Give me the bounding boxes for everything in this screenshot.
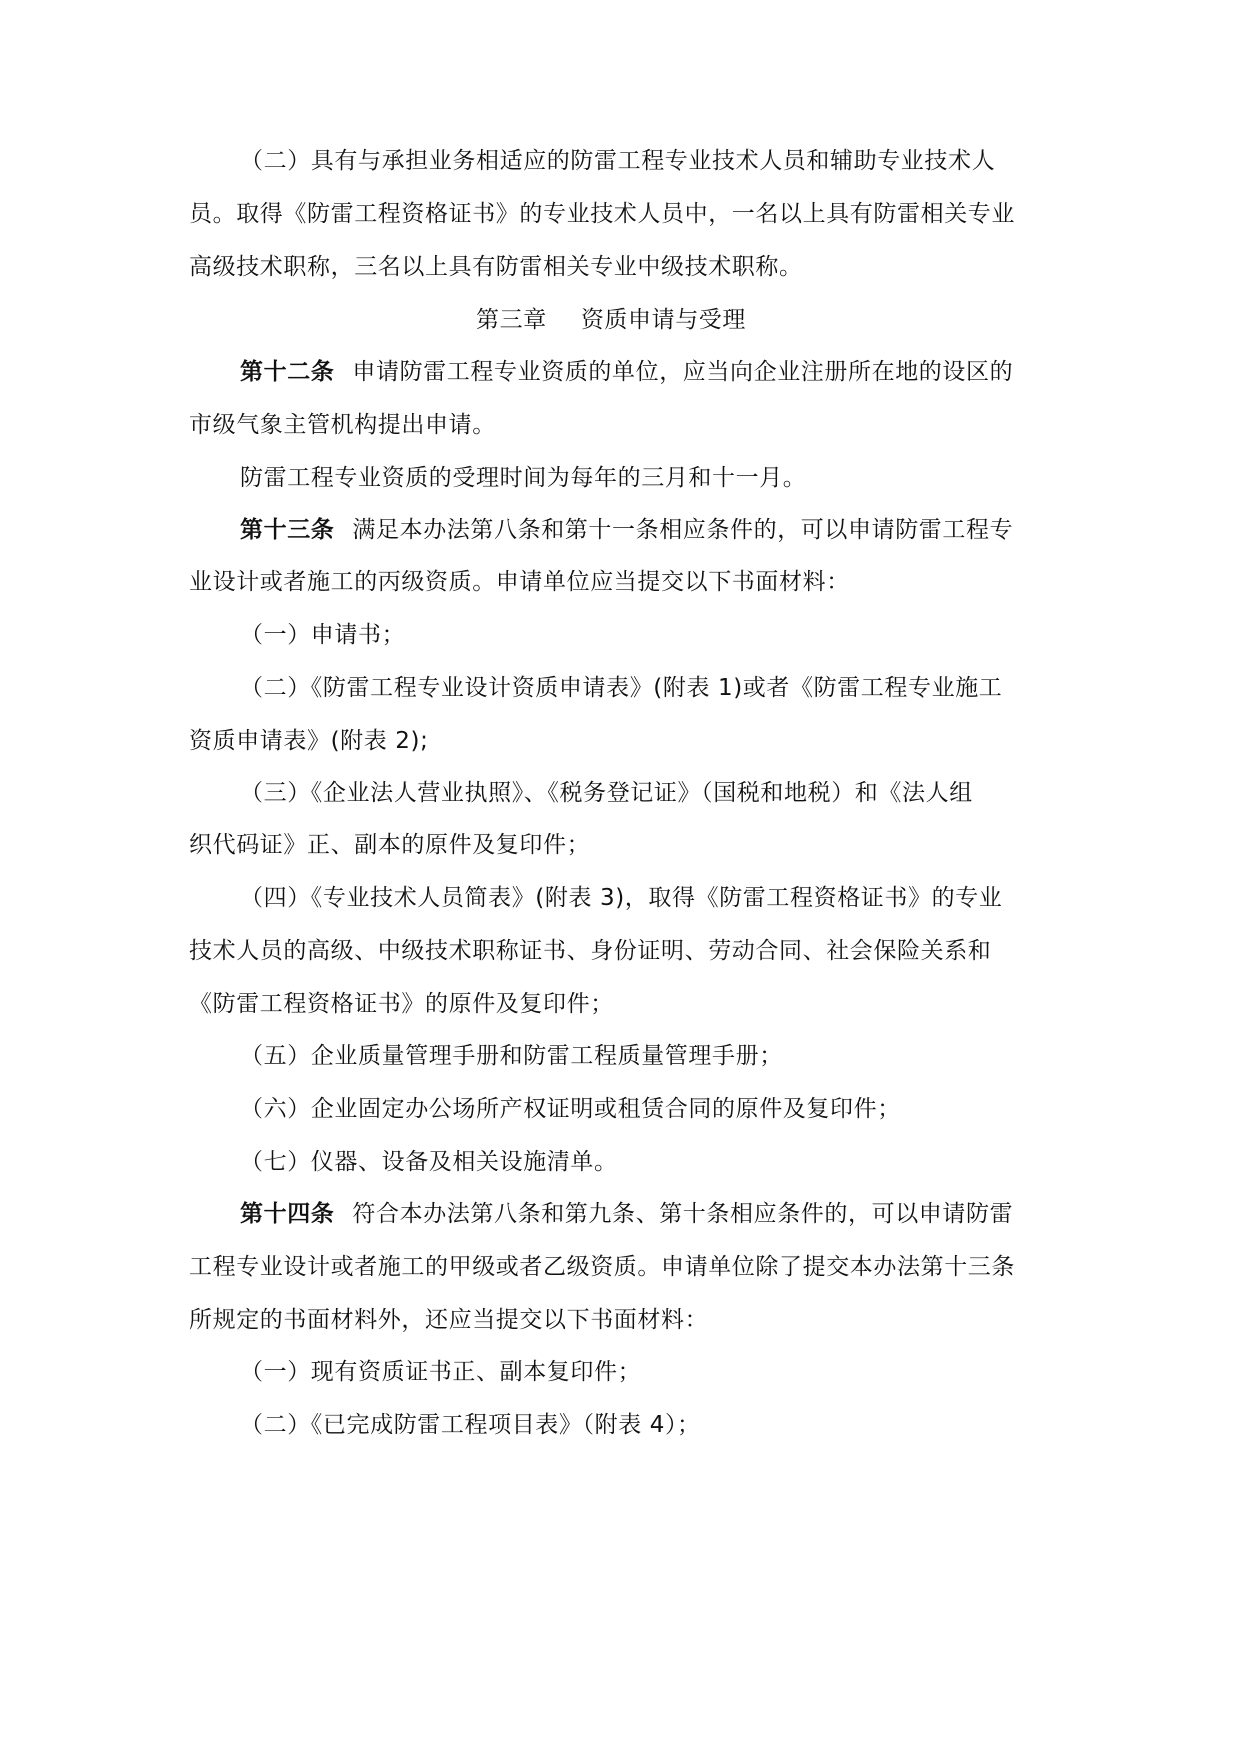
list-item: [240, 1357, 641, 1387]
paragraph-line: [189, 1305, 708, 1335]
article-number: 第十四条: [240, 1201, 335, 1227]
chapter-title: 资质申请与受理: [580, 307, 747, 333]
line-text: （二）《已完成防雷工程项目表》（附表 4）；: [240, 1412, 701, 1438]
line-text: （二）具有与承担业务相适应的防雷工程专业技术人员和辅助专业技术人: [240, 148, 996, 174]
list-item: [240, 1410, 701, 1440]
article-number: 第十二条: [240, 359, 335, 385]
paragraph-line: [189, 252, 803, 282]
line-text: 员。取得《防雷工程资格证书》的专业技术人员中，一名以上具有防雷相关专业: [189, 201, 1015, 227]
article-line: [240, 357, 1013, 387]
line-text: 技术人员的高级、中级技术职称证书、身份证明、劳动合同、社会保险关系和: [189, 938, 992, 964]
line-text: 高级技术职称，三名以上具有防雷相关专业中级技术职称。: [189, 254, 803, 280]
paragraph-line: [189, 410, 496, 440]
paragraph-line: [189, 1252, 1015, 1282]
line-text: 工程专业设计或者施工的甲级或者乙级资质。申请单位除了提交本办法第十三条: [189, 1254, 1015, 1280]
article-line: [240, 515, 1013, 545]
paragraph-line: [189, 199, 1015, 229]
line-text: 资质申请表》(附表 2);: [189, 728, 429, 754]
list-item: [240, 1094, 901, 1124]
line-text: （七）仪器、设备及相关设施清单。: [240, 1149, 618, 1175]
line-text: （五）企业质量管理手册和防雷工程质量管理手册；: [240, 1043, 783, 1069]
paragraph-line: [240, 463, 806, 493]
line-text: 市级气象主管机构提出申请。: [189, 412, 496, 438]
list-item: [240, 778, 973, 808]
chapter-number: 第三章: [476, 307, 547, 333]
line-text: 所规定的书面材料外，还应当提交以下书面材料：: [189, 1307, 709, 1333]
line-text: 申请防雷工程专业资质的单位，应当向企业注册所在地的设区的: [352, 359, 1014, 385]
list-item: [240, 1147, 618, 1177]
line-text: 业设计或者施工的丙级资质。申请单位应当提交以下书面材料：: [189, 569, 850, 595]
paragraph-line: [189, 567, 850, 597]
paragraph-line: [240, 146, 995, 176]
chapter-heading: [476, 305, 746, 335]
line-text: （一）现有资质证书正、副本复印件；: [240, 1359, 642, 1385]
line-text: （一）申请书；: [240, 622, 406, 648]
line-text: 满足本办法第八条和第十一条相应条件的，可以申请防雷工程专: [352, 517, 1014, 543]
paragraph-line: [189, 726, 428, 756]
line-text: （六）企业固定办公场所产权证明或租赁合同的原件及复印件；: [240, 1096, 901, 1122]
line-text: 《防雷工程资格证书》的原件及复印件；: [189, 991, 614, 1017]
list-item: [240, 883, 1002, 913]
line-text: （二）《防雷工程专业设计资质申请表》(附表 1)或者《防雷工程专业施工: [240, 675, 1003, 701]
list-item: [240, 620, 405, 650]
line-text: （三）《企业法人营业执照》、《税务登记证》（国税和地税）和《法人组: [240, 780, 973, 806]
list-item: [240, 1041, 783, 1071]
list-item: [240, 673, 1002, 703]
article-line: [240, 1199, 1013, 1229]
paragraph-line: [189, 936, 991, 966]
paragraph-line: [189, 830, 590, 860]
line-text: 符合本办法第八条和第九条、第十条相应条件的，可以申请防雷: [352, 1201, 1014, 1227]
article-number: 第十三条: [240, 517, 335, 543]
line-text: 织代码证》正、副本的原件及复印件；: [189, 832, 591, 858]
line-text: （四）《专业技术人员简表》(附表 3)，取得《防雷工程资格证书》的专业: [240, 885, 1003, 911]
line-text: 防雷工程专业资质的受理时间为每年的三月和十一月。: [240, 465, 807, 491]
paragraph-line: [189, 989, 614, 1019]
